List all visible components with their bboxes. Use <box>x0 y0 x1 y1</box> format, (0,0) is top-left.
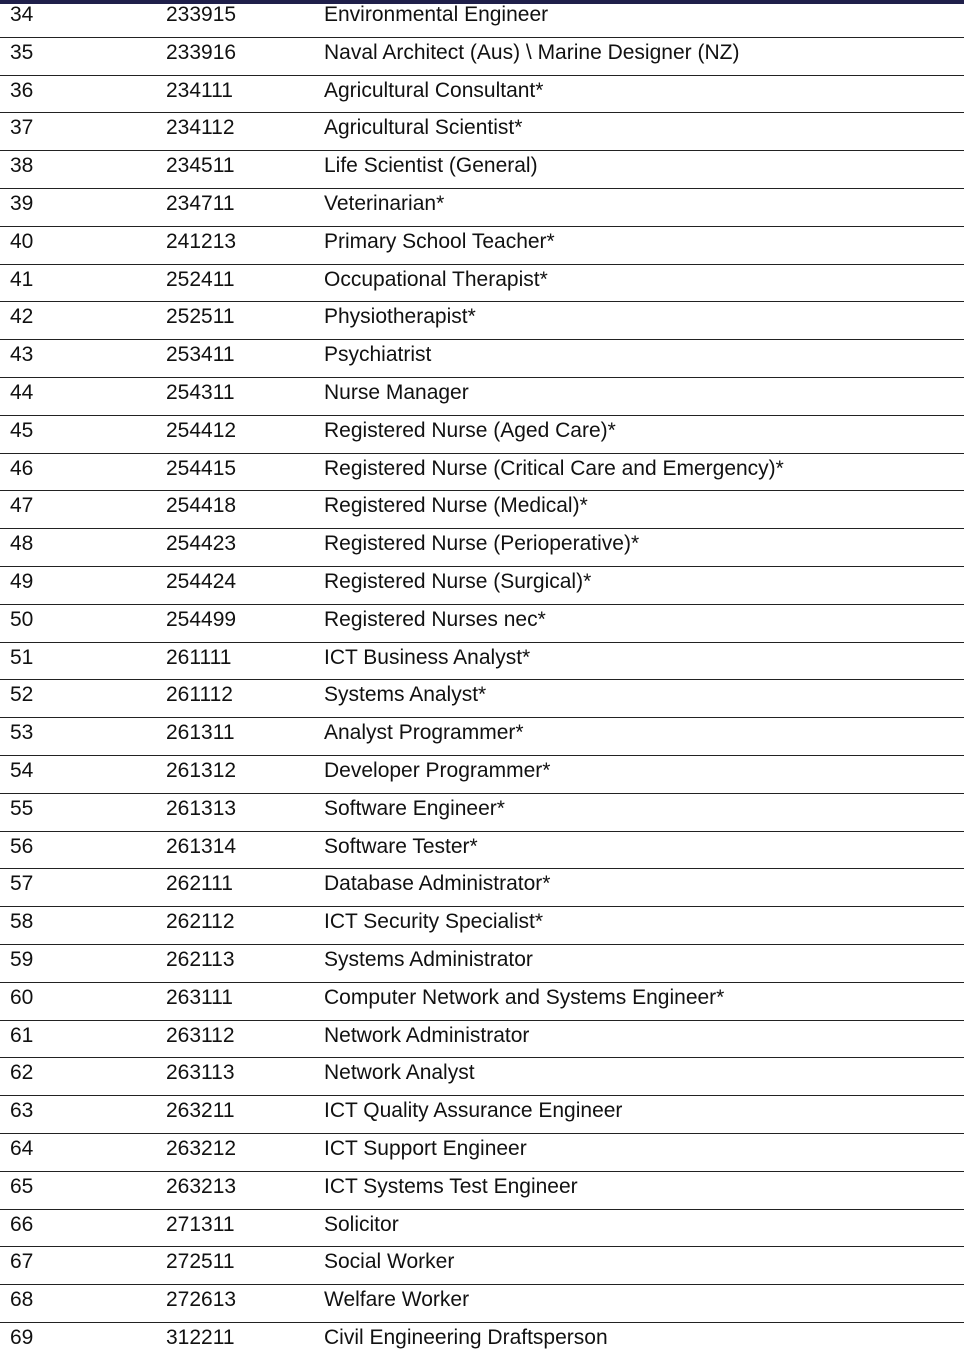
occupation-code: 262111 <box>166 872 233 896</box>
occupation-name: Registered Nurse (Surgical)* <box>324 569 592 593</box>
occupation-code: 272511 <box>166 1250 235 1274</box>
occupation-name: ICT Business Analyst* <box>324 645 531 669</box>
occupation-code: 254423 <box>166 532 237 556</box>
occupation-code: 252411 <box>166 267 235 291</box>
occupation-code: 312211 <box>166 1325 235 1349</box>
row-number: 49 <box>10 569 34 593</box>
occupation-code: 272613 <box>166 1288 237 1312</box>
occupation-name: Primary School Teacher* <box>324 229 555 253</box>
occupation-name: Psychiatrist <box>324 343 432 367</box>
table-row <box>0 1096 964 1134</box>
occupation-code: 234711 <box>166 191 235 215</box>
table-row <box>0 605 964 643</box>
occupation-name: Veterinarian* <box>324 191 445 215</box>
occupation-name: Naval Architect (Aus) \ Marine Designer (NZ) <box>324 40 740 64</box>
occupation-name: ICT Security Specialist* <box>324 910 544 934</box>
table-row <box>0 113 964 151</box>
row-number: 62 <box>10 1061 34 1085</box>
table-row <box>0 1247 964 1285</box>
occupation-code: 233916 <box>166 40 237 64</box>
table-row <box>0 340 964 378</box>
row-number: 36 <box>10 78 34 102</box>
occupation-name: Nurse Manager <box>324 380 469 404</box>
table-row <box>0 1058 964 1096</box>
table-row <box>0 718 964 756</box>
occupation-name: Registered Nurse (Medical)* <box>324 494 588 518</box>
table-row <box>0 567 964 605</box>
row-number: 42 <box>10 305 34 329</box>
table-row <box>0 76 964 114</box>
row-number: 45 <box>10 418 34 442</box>
row-number: 34 <box>10 3 34 26</box>
occupation-code: 254311 <box>166 380 235 404</box>
row-number: 47 <box>10 494 34 518</box>
occupation-code: 261314 <box>166 834 237 858</box>
row-number: 37 <box>10 116 34 140</box>
occupation-name: Social Worker <box>324 1250 455 1274</box>
occupation-code: 263212 <box>166 1136 237 1160</box>
row-number: 41 <box>10 267 34 291</box>
occupation-name: Agricultural Scientist* <box>324 116 523 140</box>
table-row <box>0 38 964 76</box>
row-number: 66 <box>10 1212 34 1236</box>
table-row <box>0 1323 964 1361</box>
table-row <box>0 378 964 416</box>
table-row <box>0 416 964 454</box>
table-row <box>0 302 964 340</box>
row-number: 52 <box>10 683 34 707</box>
occupation-code: 261311 <box>166 721 235 745</box>
occupation-name: Solicitor <box>324 1212 399 1236</box>
row-number: 51 <box>10 645 34 669</box>
table-row <box>0 756 964 794</box>
occupation-code: 271311 <box>166 1212 235 1236</box>
table-row <box>0 945 964 983</box>
row-number: 48 <box>10 532 34 556</box>
occupation-code: 261312 <box>166 758 237 782</box>
row-number: 69 <box>10 1325 34 1349</box>
occupation-code: 253411 <box>166 343 235 367</box>
table-row <box>0 0 964 38</box>
table-row <box>0 1172 964 1210</box>
occupation-code: 254499 <box>166 607 237 631</box>
row-number: 56 <box>10 834 34 858</box>
occupation-name: Developer Programmer* <box>324 758 551 782</box>
table-row <box>0 983 964 1021</box>
table-row <box>0 454 964 492</box>
occupation-name: Analyst Programmer* <box>324 721 524 745</box>
occupation-name: Network Administrator <box>324 1023 530 1047</box>
row-number: 55 <box>10 796 34 820</box>
occupation-name: Systems Analyst* <box>324 683 487 707</box>
row-number: 44 <box>10 380 34 404</box>
table-row <box>0 1134 964 1172</box>
table-row <box>0 227 964 265</box>
occupation-name: Network Analyst <box>324 1061 475 1085</box>
row-number: 60 <box>10 985 34 1009</box>
row-number: 64 <box>10 1136 34 1160</box>
occupation-name: Registered Nurse (Critical Care and Emergency)* <box>324 456 784 480</box>
occupation-code: 263211 <box>166 1099 235 1123</box>
table-row <box>0 869 964 907</box>
row-number: 54 <box>10 758 34 782</box>
occupation-code: 241213 <box>166 229 237 253</box>
table-row <box>0 1285 964 1323</box>
row-number: 61 <box>10 1023 34 1047</box>
row-number: 53 <box>10 721 34 745</box>
row-number: 67 <box>10 1250 34 1274</box>
row-number: 43 <box>10 343 34 367</box>
occupation-name: Environmental Engineer <box>324 3 549 26</box>
table-row <box>0 189 964 227</box>
table-row <box>0 907 964 945</box>
occupation-name: Software Engineer* <box>324 796 505 820</box>
occupation-name: Agricultural Consultant* <box>324 78 544 102</box>
occupation-code: 261112 <box>166 683 233 707</box>
occupation-name: Software Tester* <box>324 834 478 858</box>
occupation-name: Systems Administrator <box>324 947 533 971</box>
occupation-code: 254424 <box>166 569 237 593</box>
occupation-name: Civil Engineering Draftsperson <box>324 1325 608 1349</box>
table-row <box>0 794 964 832</box>
occupation-code: 263213 <box>166 1174 237 1198</box>
table-row <box>0 491 964 529</box>
row-number: 46 <box>10 456 34 480</box>
table-row <box>0 832 964 870</box>
occupation-name: ICT Quality Assurance Engineer <box>324 1099 623 1123</box>
row-number: 65 <box>10 1174 34 1198</box>
row-number: 57 <box>10 872 34 896</box>
row-number: 40 <box>10 229 34 253</box>
table-row <box>0 265 964 303</box>
occupation-code: 262112 <box>166 910 235 934</box>
occupation-code: 233915 <box>166 3 237 26</box>
row-number: 59 <box>10 947 34 971</box>
occupation-name: Computer Network and Systems Engineer* <box>324 985 725 1009</box>
row-number: 38 <box>10 154 34 178</box>
table-row <box>0 151 964 189</box>
occupation-name: Database Administrator* <box>324 872 551 896</box>
row-number: 39 <box>10 191 34 215</box>
occupation-code: 261111 <box>166 645 232 669</box>
occupation-name: Welfare Worker <box>324 1288 470 1312</box>
occupation-name: Physiotherapist* <box>324 305 476 329</box>
occupation-code: 263112 <box>166 1023 235 1047</box>
row-number: 58 <box>10 910 34 934</box>
occupation-code: 254415 <box>166 456 237 480</box>
row-number: 63 <box>10 1099 34 1123</box>
row-number: 35 <box>10 40 34 64</box>
table-row <box>0 680 964 718</box>
occupation-code: 234112 <box>166 116 235 140</box>
occupation-name: ICT Support Engineer <box>324 1136 527 1160</box>
occupation-code: 234511 <box>166 154 235 178</box>
occupation-name: Occupational Therapist* <box>324 267 548 291</box>
occupation-code: 252511 <box>166 305 235 329</box>
occupation-code: 234111 <box>166 78 233 102</box>
occupation-code: 254412 <box>166 418 237 442</box>
occupation-name: Registered Nurses nec* <box>324 607 546 631</box>
row-number: 50 <box>10 607 34 631</box>
occupation-name: ICT Systems Test Engineer <box>324 1174 578 1198</box>
occupation-name: Registered Nurse (Aged Care)* <box>324 418 616 442</box>
table-row <box>0 643 964 681</box>
table-row <box>0 1210 964 1248</box>
occupation-name: Life Scientist (General) <box>324 154 538 178</box>
occupation-code: 263111 <box>166 985 233 1009</box>
occupation-name: Registered Nurse (Perioperative)* <box>324 532 640 556</box>
occupation-code: 262113 <box>166 947 235 971</box>
occupation-code: 254418 <box>166 494 237 518</box>
occupation-code: 263113 <box>166 1061 235 1085</box>
occupation-code: 261313 <box>166 796 237 820</box>
row-number: 68 <box>10 1288 34 1312</box>
table-row <box>0 529 964 567</box>
table-row <box>0 1021 964 1059</box>
